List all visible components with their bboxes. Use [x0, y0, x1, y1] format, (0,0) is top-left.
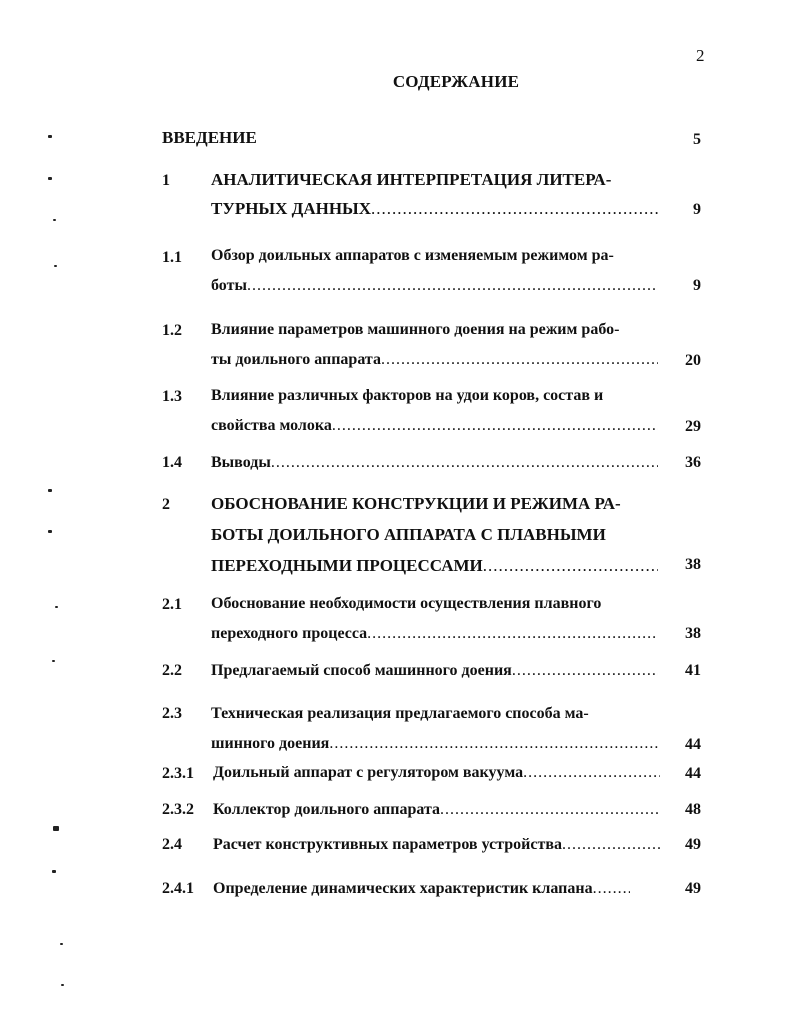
- dot-leader: [381, 351, 658, 369]
- toc-section-number: 2.3.2: [162, 801, 194, 818]
- toc-entry-line-last: Выводы: [211, 454, 271, 471]
- toc-entry: [213, 801, 660, 819]
- toc-entry: [211, 662, 658, 680]
- toc-entry-title: ВВЕДЕНИЕ: [162, 128, 257, 147]
- toc-entry-line-last: Предлагаемый способ машинного доения: [211, 662, 512, 679]
- dot-leader: [371, 199, 658, 219]
- toc-entry-line-last: Доильный аппарат с регулятором вакуума: [213, 764, 524, 781]
- toc-page-number: 5: [693, 131, 701, 148]
- toc-entry: [211, 494, 658, 576]
- scan-speck: [48, 530, 52, 533]
- toc-section-number: 1: [162, 172, 170, 189]
- toc-entry-line-last: Коллектор доильного аппарата: [213, 801, 441, 818]
- toc-entry: [213, 880, 630, 898]
- toc-page-number: 44: [685, 736, 701, 753]
- toc-entry-line-last: ты доильного аппарата: [211, 351, 381, 368]
- dot-leader: [523, 764, 660, 782]
- dot-leader: [483, 556, 658, 576]
- toc-section-number: 2: [162, 496, 170, 513]
- toc-page-number: 48: [685, 801, 701, 818]
- toc-entry-line: БОТЫ ДОИЛЬНОГО АППАРАТА С ПЛАВНЫМИ: [211, 525, 606, 544]
- toc-section-number: 2.1: [162, 596, 182, 613]
- toc-entry: [211, 387, 658, 435]
- toc-entry-line: Обзор доильных аппаратов с изменяемым режимом ра-: [211, 247, 614, 264]
- toc-entry: [213, 836, 660, 854]
- dot-leader: [247, 277, 658, 295]
- toc-entry-line: АНАЛИТИЧЕСКАЯ ИНТЕРПРЕТАЦИЯ ЛИТЕРА-: [211, 170, 612, 189]
- scan-speck: [52, 660, 55, 662]
- dot-leader: [271, 454, 658, 472]
- scan-speck: [53, 826, 59, 831]
- scan-speck: [61, 984, 64, 986]
- toc-section-number: 2.3.1: [162, 765, 194, 782]
- toc-entry-line-last: ТУРНЫХ ДАННЫХ: [211, 199, 372, 218]
- toc-section-number: 1.1: [162, 249, 182, 266]
- dot-leader: [329, 735, 658, 753]
- scan-speck: [48, 177, 52, 180]
- toc-entry: [211, 705, 658, 753]
- toc-entry-line-last: Расчет конструктивных параметров устройства: [213, 836, 562, 853]
- toc-page-number: 9: [693, 277, 701, 294]
- toc-entry-line: Влияние различных факторов на удои коров, состав и: [211, 387, 604, 404]
- dot-leader: [367, 625, 658, 643]
- toc-page-number: 38: [685, 556, 701, 573]
- toc-entry: [211, 247, 658, 295]
- toc-entry-line: Влияние параметров машинного доения на режим рабо-: [211, 321, 620, 338]
- toc-section-number: 2.2: [162, 662, 182, 679]
- toc-section-number: 2.3: [162, 705, 182, 722]
- toc-section-number: 1.4: [162, 454, 182, 471]
- page-title: СОДЕРЖАНИЕ: [392, 72, 520, 91]
- toc-entry-line-last: Определение динамических характеристик клапана: [213, 880, 593, 897]
- scan-speck: [53, 219, 56, 221]
- toc-entry-line-last: свойства молока: [211, 417, 332, 434]
- toc-entry: [211, 595, 658, 643]
- toc-entry-line: ОБОСНОВАНИЕ КОНСТРУКЦИИ И РЕЖИМА РА-: [211, 494, 621, 513]
- toc-page-number: 49: [685, 880, 701, 897]
- scan-speck: [60, 943, 63, 945]
- toc-entry-line-last: боты: [211, 277, 247, 294]
- toc-entry: [211, 321, 658, 369]
- toc-entry-line: Обоснование необходимости осуществления плавного: [211, 595, 602, 612]
- toc-section-number: 1.2: [162, 322, 182, 339]
- toc-page-number: 44: [685, 765, 701, 782]
- toc-entry-line-last: переходного процесса: [211, 625, 368, 642]
- scan-speck: [48, 489, 52, 492]
- toc-page-number: 41: [685, 662, 701, 679]
- toc-page-number: 38: [685, 625, 701, 642]
- scan-speck: [52, 870, 56, 873]
- toc-page-number: 29: [685, 418, 701, 435]
- toc-page-number: 9: [693, 201, 701, 218]
- toc-entry-line: Техническая реализация предлагаемого способа ма-: [211, 705, 589, 722]
- toc-entry: [213, 764, 660, 782]
- toc-section-number: 2.4.1: [162, 880, 194, 897]
- page-number: 2: [696, 46, 705, 65]
- scan-speck: [54, 265, 57, 267]
- dot-leader: [332, 417, 658, 435]
- toc-section-number: 2.4: [162, 836, 182, 853]
- toc-entry: [211, 454, 658, 472]
- scan-speck: [48, 135, 52, 138]
- toc-section-number: 1.3: [162, 388, 182, 405]
- toc-entry: [211, 170, 658, 219]
- toc-entry-intro: [162, 128, 609, 148]
- dot-leader: [512, 662, 658, 680]
- dot-leader: [562, 836, 660, 854]
- toc-page-number: 20: [685, 352, 701, 369]
- dot-leader: [593, 880, 630, 898]
- toc-entry-line-last: ПЕРЕХОДНЫМИ ПРОЦЕССАМИ: [211, 556, 483, 575]
- scan-speck: [55, 606, 58, 608]
- toc-page-number: 49: [685, 836, 701, 853]
- toc-entry-line-last: шинного доения: [211, 735, 330, 752]
- toc-page-number: 36: [685, 454, 701, 471]
- dot-leader: [440, 801, 660, 819]
